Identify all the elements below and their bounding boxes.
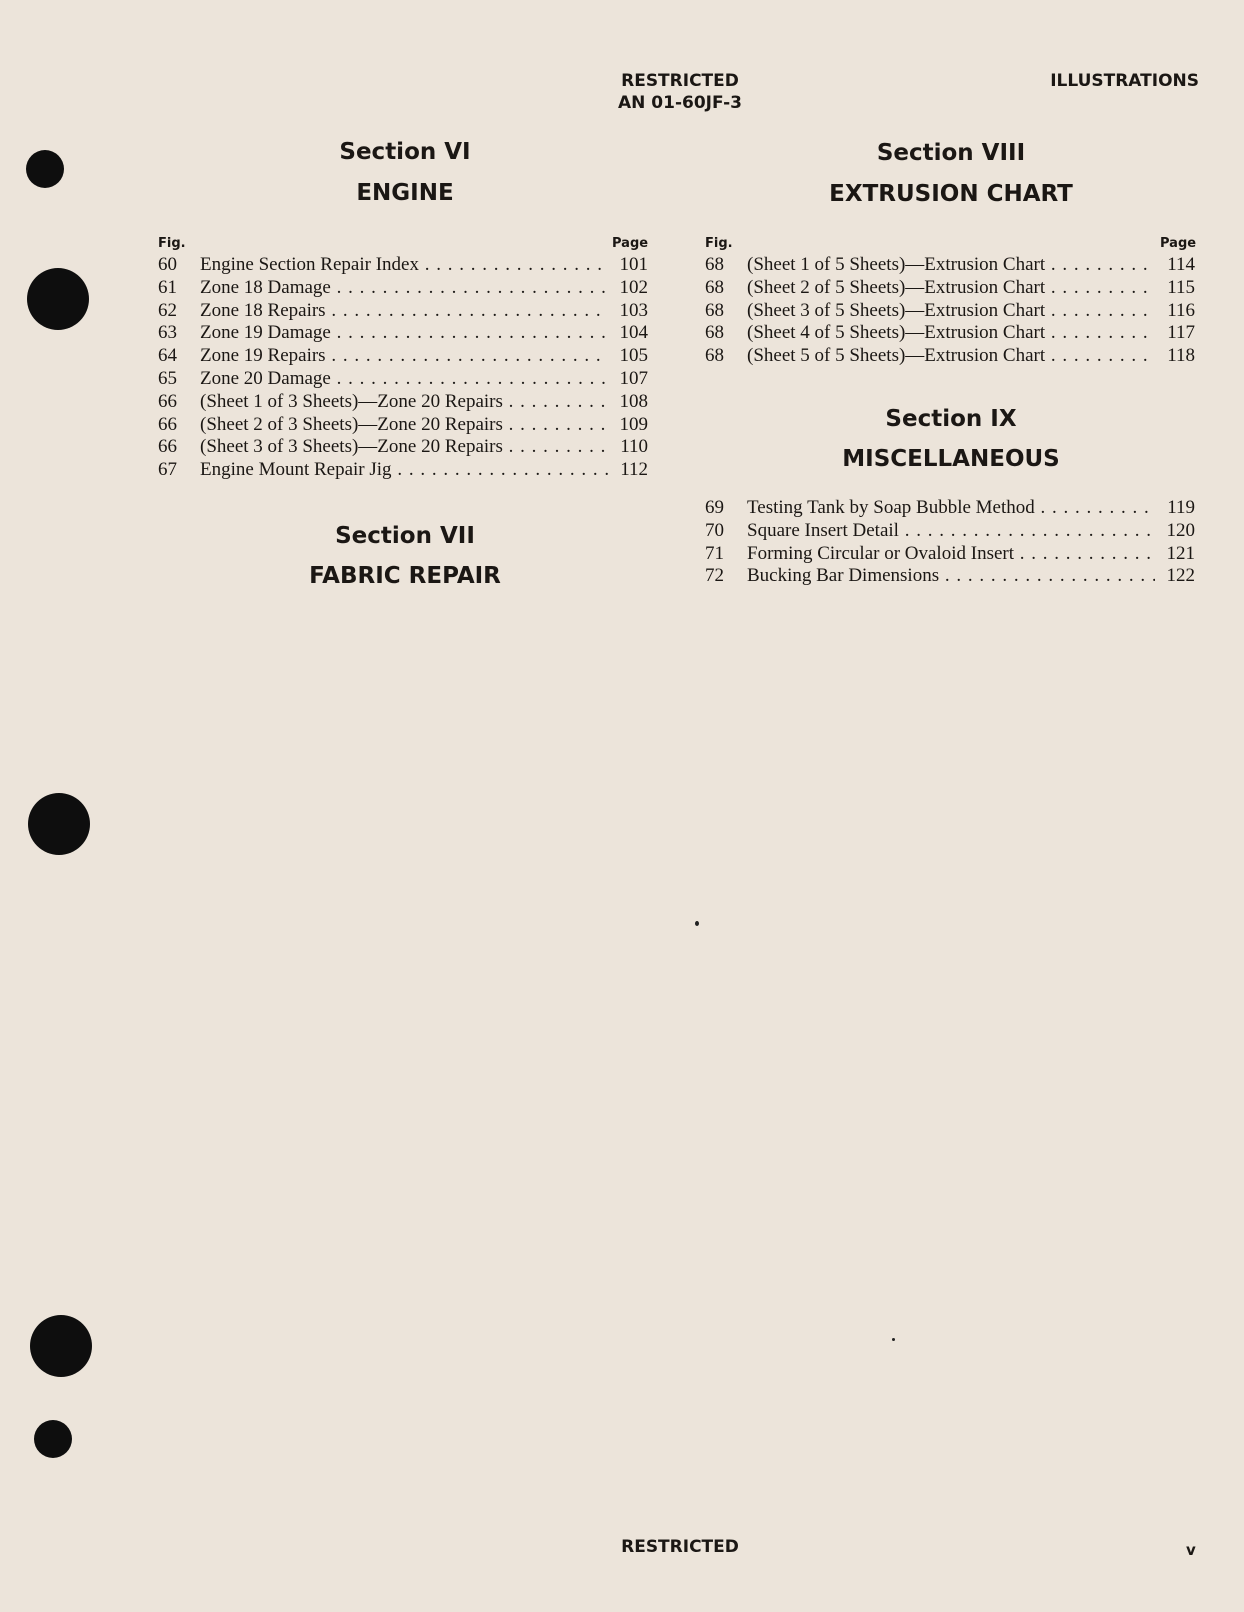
page-ref: 105 bbox=[616, 345, 649, 368]
figure-number: 62 bbox=[158, 299, 177, 321]
figure-title: Testing Tank by Soap Bubble Method . . . bbox=[747, 497, 1155, 520]
toc-entry bbox=[158, 254, 648, 277]
figure-title: Engine Mount Repair Jig . . . bbox=[200, 459, 608, 482]
figure-title: Zone 18 Damage . . . bbox=[200, 277, 608, 300]
figure-title: Zone 19 Damage . . . bbox=[200, 322, 608, 345]
figure-title: Zone 20 Damage . . . bbox=[200, 368, 608, 391]
toc-entry bbox=[158, 277, 648, 300]
figure-number: 65 bbox=[158, 367, 177, 389]
section-8-list bbox=[705, 254, 1195, 368]
page-ref: 114 bbox=[1163, 254, 1195, 277]
fig-column-label: Fig. bbox=[158, 236, 186, 251]
figure-title: Forming Circular or Ovaloid Insert . . . bbox=[747, 543, 1155, 566]
toc-entry bbox=[705, 254, 1195, 277]
toc-entry bbox=[158, 414, 648, 437]
section-7-name: FABRIC REPAIR bbox=[309, 563, 501, 589]
page-ref: 108 bbox=[616, 391, 649, 414]
figure-title: (Sheet 2 of 5 Sheets)—Extrusion Chart . . . bbox=[747, 277, 1155, 300]
page-ref: 101 bbox=[616, 254, 649, 277]
page-ref: 121 bbox=[1163, 543, 1196, 566]
figure-title: (Sheet 3 of 3 Sheets)—Zone 20 Repairs . . . bbox=[200, 436, 608, 459]
figure-number: 71 bbox=[705, 542, 724, 564]
punch-hole bbox=[30, 1315, 92, 1377]
figure-title: Zone 18 Repairs . . . bbox=[200, 300, 608, 323]
toc-entry bbox=[158, 322, 648, 345]
figure-number: 68 bbox=[705, 276, 724, 298]
section-6-heading: Section VI bbox=[339, 139, 471, 165]
page-ref: 122 bbox=[1163, 565, 1196, 588]
toc-entry bbox=[158, 300, 648, 323]
page-ref: 104 bbox=[616, 322, 649, 345]
figure-title: (Sheet 1 of 5 Sheets)—Extrusion Chart . . . bbox=[747, 254, 1155, 277]
speck bbox=[892, 1338, 895, 1341]
figure-title: (Sheet 5 of 5 Sheets)—Extrusion Chart . . . bbox=[747, 345, 1155, 368]
figure-number: 69 bbox=[705, 497, 724, 518]
page-ref: 110 bbox=[616, 436, 648, 459]
figure-title: (Sheet 2 of 3 Sheets)—Zone 20 Repairs . . . bbox=[200, 414, 608, 437]
figure-number: 68 bbox=[705, 299, 724, 321]
section-8-heading: Section VIII bbox=[876, 140, 1026, 166]
toc-entry bbox=[158, 391, 648, 414]
figure-title: Square Insert Detail . . . bbox=[747, 520, 1155, 543]
page-ref: 118 bbox=[1163, 345, 1195, 368]
speck bbox=[695, 921, 699, 926]
section-8-name: EXTRUSION CHART bbox=[829, 181, 1073, 207]
figure-number: 72 bbox=[705, 565, 724, 587]
page-ref: 109 bbox=[616, 414, 649, 437]
section-9-list bbox=[705, 497, 1195, 588]
page-header bbox=[560, 70, 800, 114]
figure-number: 64 bbox=[158, 345, 177, 367]
classification-bottom: RESTRICTED bbox=[621, 1537, 739, 1557]
toc-entry bbox=[158, 368, 648, 391]
figure-title: Engine Section Repair Index . . . bbox=[200, 254, 608, 277]
figure-number: 63 bbox=[158, 322, 177, 344]
section-7-heading: Section VII bbox=[335, 523, 475, 549]
section-6-name: ENGINE bbox=[356, 180, 454, 206]
figure-title: (Sheet 3 of 5 Sheets)—Extrusion Chart . . . bbox=[747, 300, 1155, 323]
figure-title: (Sheet 1 of 3 Sheets)—Zone 20 Repairs . . . bbox=[200, 391, 608, 414]
page-ref: 103 bbox=[616, 300, 649, 323]
section-9-name: MISCELLANEOUS bbox=[842, 446, 1060, 472]
toc-entry bbox=[705, 497, 1195, 520]
toc-entry bbox=[705, 520, 1195, 543]
section-label: ILLUSTRATIONS bbox=[1050, 71, 1199, 91]
page-ref: 107 bbox=[616, 368, 649, 391]
page-ref: 120 bbox=[1163, 520, 1196, 543]
page-ref: 117 bbox=[1163, 322, 1195, 345]
classification-top: RESTRICTED bbox=[621, 71, 739, 91]
toc-entry bbox=[158, 436, 648, 459]
toc-entry bbox=[705, 300, 1195, 323]
figure-number: 61 bbox=[158, 276, 177, 298]
figure-number: 66 bbox=[158, 390, 177, 412]
page-column-label: Page bbox=[612, 236, 649, 251]
toc-entry bbox=[705, 565, 1195, 588]
page-ref: 102 bbox=[616, 277, 649, 300]
toc-entry bbox=[705, 277, 1195, 300]
page-ref: 115 bbox=[1163, 277, 1195, 300]
figure-number: 60 bbox=[158, 254, 177, 275]
figure-number: 68 bbox=[705, 254, 724, 275]
figure-number: 66 bbox=[158, 413, 177, 435]
section-9-heading: Section IX bbox=[885, 406, 1017, 432]
section-6-list bbox=[158, 254, 648, 482]
punch-hole bbox=[34, 1420, 72, 1458]
figure-title: Zone 19 Repairs . . . bbox=[200, 345, 608, 368]
fig-column-label: Fig. bbox=[705, 236, 733, 251]
figure-title: (Sheet 4 of 5 Sheets)—Extrusion Chart . . . bbox=[747, 322, 1155, 345]
punch-hole bbox=[28, 793, 90, 855]
punch-hole bbox=[27, 268, 89, 330]
page-column-label: Page bbox=[1160, 236, 1197, 251]
document-number: AN 01-60JF-3 bbox=[618, 93, 742, 113]
figure-number: 68 bbox=[705, 345, 724, 367]
page-ref: 112 bbox=[616, 459, 648, 482]
page-number: v bbox=[1186, 1541, 1196, 1559]
toc-entry bbox=[705, 322, 1195, 345]
figure-number: 66 bbox=[158, 436, 177, 458]
figure-number: 70 bbox=[705, 519, 724, 541]
page-ref: 116 bbox=[1163, 300, 1195, 323]
figure-title: Bucking Bar Dimensions . . . bbox=[747, 565, 1155, 588]
toc-entry bbox=[705, 543, 1195, 566]
toc-entry bbox=[158, 345, 648, 368]
punch-hole bbox=[26, 150, 64, 188]
toc-entry bbox=[705, 345, 1195, 368]
figure-number: 68 bbox=[705, 322, 724, 344]
figure-number: 67 bbox=[158, 459, 177, 481]
page-ref: 119 bbox=[1163, 497, 1195, 520]
toc-entry bbox=[158, 459, 648, 482]
